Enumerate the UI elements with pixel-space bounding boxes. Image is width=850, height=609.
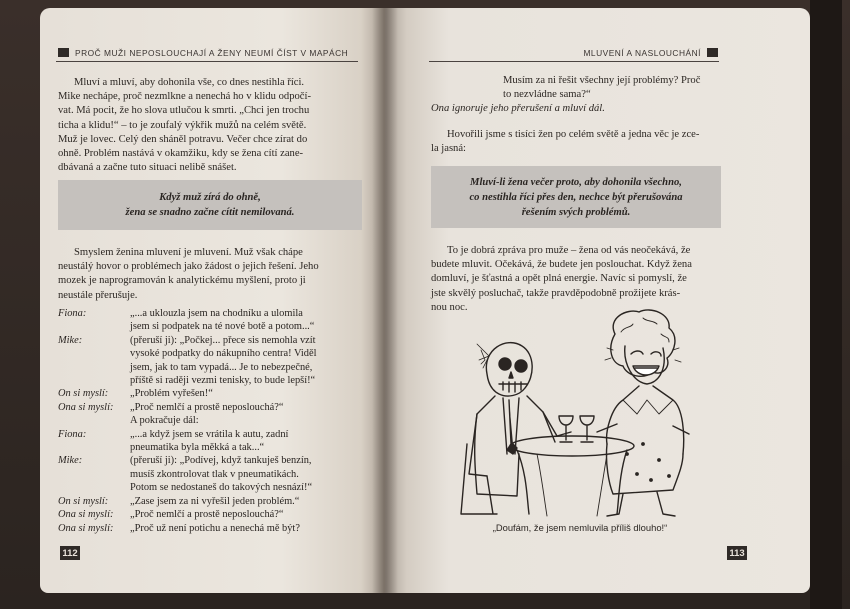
- text-line: budete mluvit. Očekává, že budete jen poslouchat. Když žena: [431, 259, 692, 271]
- speaker-label: Ona si myslí:: [58, 522, 114, 534]
- text-line: ohně. Problém nastává v okamžiku, kdy se žena cítí zane-: [58, 148, 304, 160]
- second-paragraph: [58, 246, 358, 303]
- text-line: neustálý hovor o problémech jako žádost o jejich řešení. Jeho: [58, 261, 319, 273]
- dialogue-row: [58, 401, 374, 428]
- dialogue-row: [58, 428, 374, 455]
- dialogue-line: A pokračuje dál:: [130, 415, 199, 427]
- dialogue-line: jsem si podpatek na té nové botě a potom...“: [130, 321, 315, 333]
- text-line: jste skvělý posluchač, takže pravděpodobně prožijete krás-: [431, 287, 681, 299]
- illustration-caption: „Doufám, že jsem nemluvila příliš dlouho!“: [492, 522, 668, 533]
- running-head-left: PROČ MUŽI NEPOSLOUCHAJÍ A ŽENY NEUMÍ ČÍST V MAPÁCH: [58, 48, 358, 58]
- text-line: To je dobrá zpráva pro muže – žena od vás neočekává, že: [447, 245, 691, 256]
- dialogue-line: „Proč nemlčí a prostě neposlouchá?“: [130, 509, 284, 521]
- callout-line: Mluví-li žena večer proto, aby dohonila všechno,: [470, 176, 682, 188]
- dialogue-line: vysoké podpatky do nákupního centra! Viděl: [130, 348, 317, 360]
- speaker-label: Fiona:: [58, 308, 87, 319]
- dialogue-line: „Problém vyřešen!“: [130, 388, 213, 400]
- dialogue-line: „...a když jsem se vrátila k autu, zadní: [130, 428, 289, 440]
- text-line: vat. Má pocit, že ho slova utlučou k smrti. „Chci jen trochu: [58, 105, 310, 117]
- text-line: Muž je lovec. Celý den sháněl potravu. Večer chce zírat do: [58, 133, 308, 145]
- text-line: to nezvládne sama?“: [503, 89, 591, 101]
- text-line: Hovořili jsme s tisíci žen po celém světě a jedna věc je zce-: [447, 129, 700, 140]
- dialogue-row: [58, 522, 374, 535]
- dialogue-line: musíš zkontrolovat tlak v pneumatikách.: [130, 468, 299, 480]
- dialogue-line: Potom se nedostaneš do takových nesnází!“: [130, 482, 313, 494]
- speaker-label: Ona si myslí:: [58, 401, 114, 413]
- left-page: [40, 8, 385, 593]
- page-number-left: 112: [60, 546, 80, 560]
- italic-note: Ona ignoruje jeho přerušení a mluví dál.: [431, 103, 605, 114]
- speaker-label: Fiona:: [58, 428, 87, 440]
- text-line: Musím za ni řešit všechny její problémy? Proč: [503, 75, 701, 86]
- dialogue-line: jsem, jak to tam vypadá... Je to nebezpečné,: [130, 361, 313, 373]
- speaker-label: On si myslí:: [58, 495, 109, 507]
- book-gutter: [372, 8, 398, 593]
- callout-line: co nestihla říci přes den, nechce být přerušována: [469, 191, 683, 203]
- speaker-label: Mike:: [58, 334, 83, 346]
- dialogue-row: [58, 334, 374, 388]
- running-head-right: MLUVENÍ A NASLOUCHÁNÍ: [583, 48, 718, 58]
- header-rule: [56, 61, 358, 62]
- speaker-label: Ona si myslí:: [58, 509, 114, 521]
- dialogue-line: pneumatika byla měkká a tak...“: [130, 442, 265, 454]
- book-cover-edge: [810, 0, 842, 609]
- square-marker-icon: [58, 48, 69, 57]
- text-line: neustále přerušuje.: [58, 289, 138, 301]
- text-line: ticha a klidu!“ – to je zoufalý výkřik mužů na celém světě.: [58, 119, 307, 131]
- quote-paragraph: [503, 74, 723, 102]
- text-line: domluví, je šťastná a opět plná energie. Navíc si pomyslí, že: [431, 273, 687, 285]
- header-rule: [429, 61, 719, 62]
- callout-box-right: [431, 166, 721, 228]
- speaker-label: On si myslí:: [58, 388, 109, 400]
- dialogue-row: [58, 454, 374, 494]
- text-line: Mluví a mluví, aby dohonila vše, co dnes nestihla říci.: [74, 77, 305, 88]
- dialogue-line: „Zase jsem za ni vyřešil jeden problém.“: [130, 495, 300, 507]
- callout-line: řešením svých problémů.: [521, 206, 631, 218]
- dialogue-row: [58, 495, 374, 508]
- text-line: Mike nechápe, proč nezmlkne a nenechá ho v klidu odpočí-: [58, 91, 311, 103]
- survey-paragraph: [431, 128, 721, 156]
- callout-line: žena se snadno začne cítit nemilovaná.: [125, 207, 295, 218]
- cartoon-illustration: [447, 304, 697, 524]
- dialogue-line: příště si raději vezmi tenisky, to bude lepší!“: [130, 375, 316, 387]
- text-line: nou noc.: [431, 301, 468, 313]
- callout-box-left: [58, 180, 362, 230]
- text-line: mozek je naprogramován k analytickému myšlení, proto ji: [58, 275, 306, 287]
- dialogue-line: „Proč nemlčí a prostě neposlouchá?“: [130, 401, 284, 413]
- dialogue-line: (přeruší ji): „Podívej, když tankuješ benzín,: [130, 455, 312, 467]
- dialogue-row: [58, 387, 374, 400]
- intro-paragraph: [58, 76, 358, 175]
- dialogue-line: (přeruší ji): „Počkej... přece sis nemohla vzít: [130, 334, 316, 346]
- callout-line: Když muž zírá do ohně,: [159, 192, 261, 203]
- dialogue-block: [58, 307, 374, 535]
- dialogue-line: „Proč už není potichu a nenechá mě být?: [130, 522, 300, 534]
- page-number-right: 113: [727, 546, 747, 560]
- speaker-label: Mike:: [58, 455, 83, 467]
- square-marker-icon: [707, 48, 718, 57]
- right-page: [385, 8, 810, 593]
- dialogue-row: [58, 508, 374, 521]
- text-line: dbávaná a začne tuto situaci nelibě snášet.: [58, 162, 237, 174]
- dialogue-row: [58, 307, 374, 334]
- dialogue-line: „...a uklouzla jsem na chodníku a ulomila: [130, 308, 303, 319]
- text-line: Smyslem ženina mluvení je mluvení. Muž však chápe: [74, 247, 303, 258]
- text-line: la jasná:: [431, 143, 467, 155]
